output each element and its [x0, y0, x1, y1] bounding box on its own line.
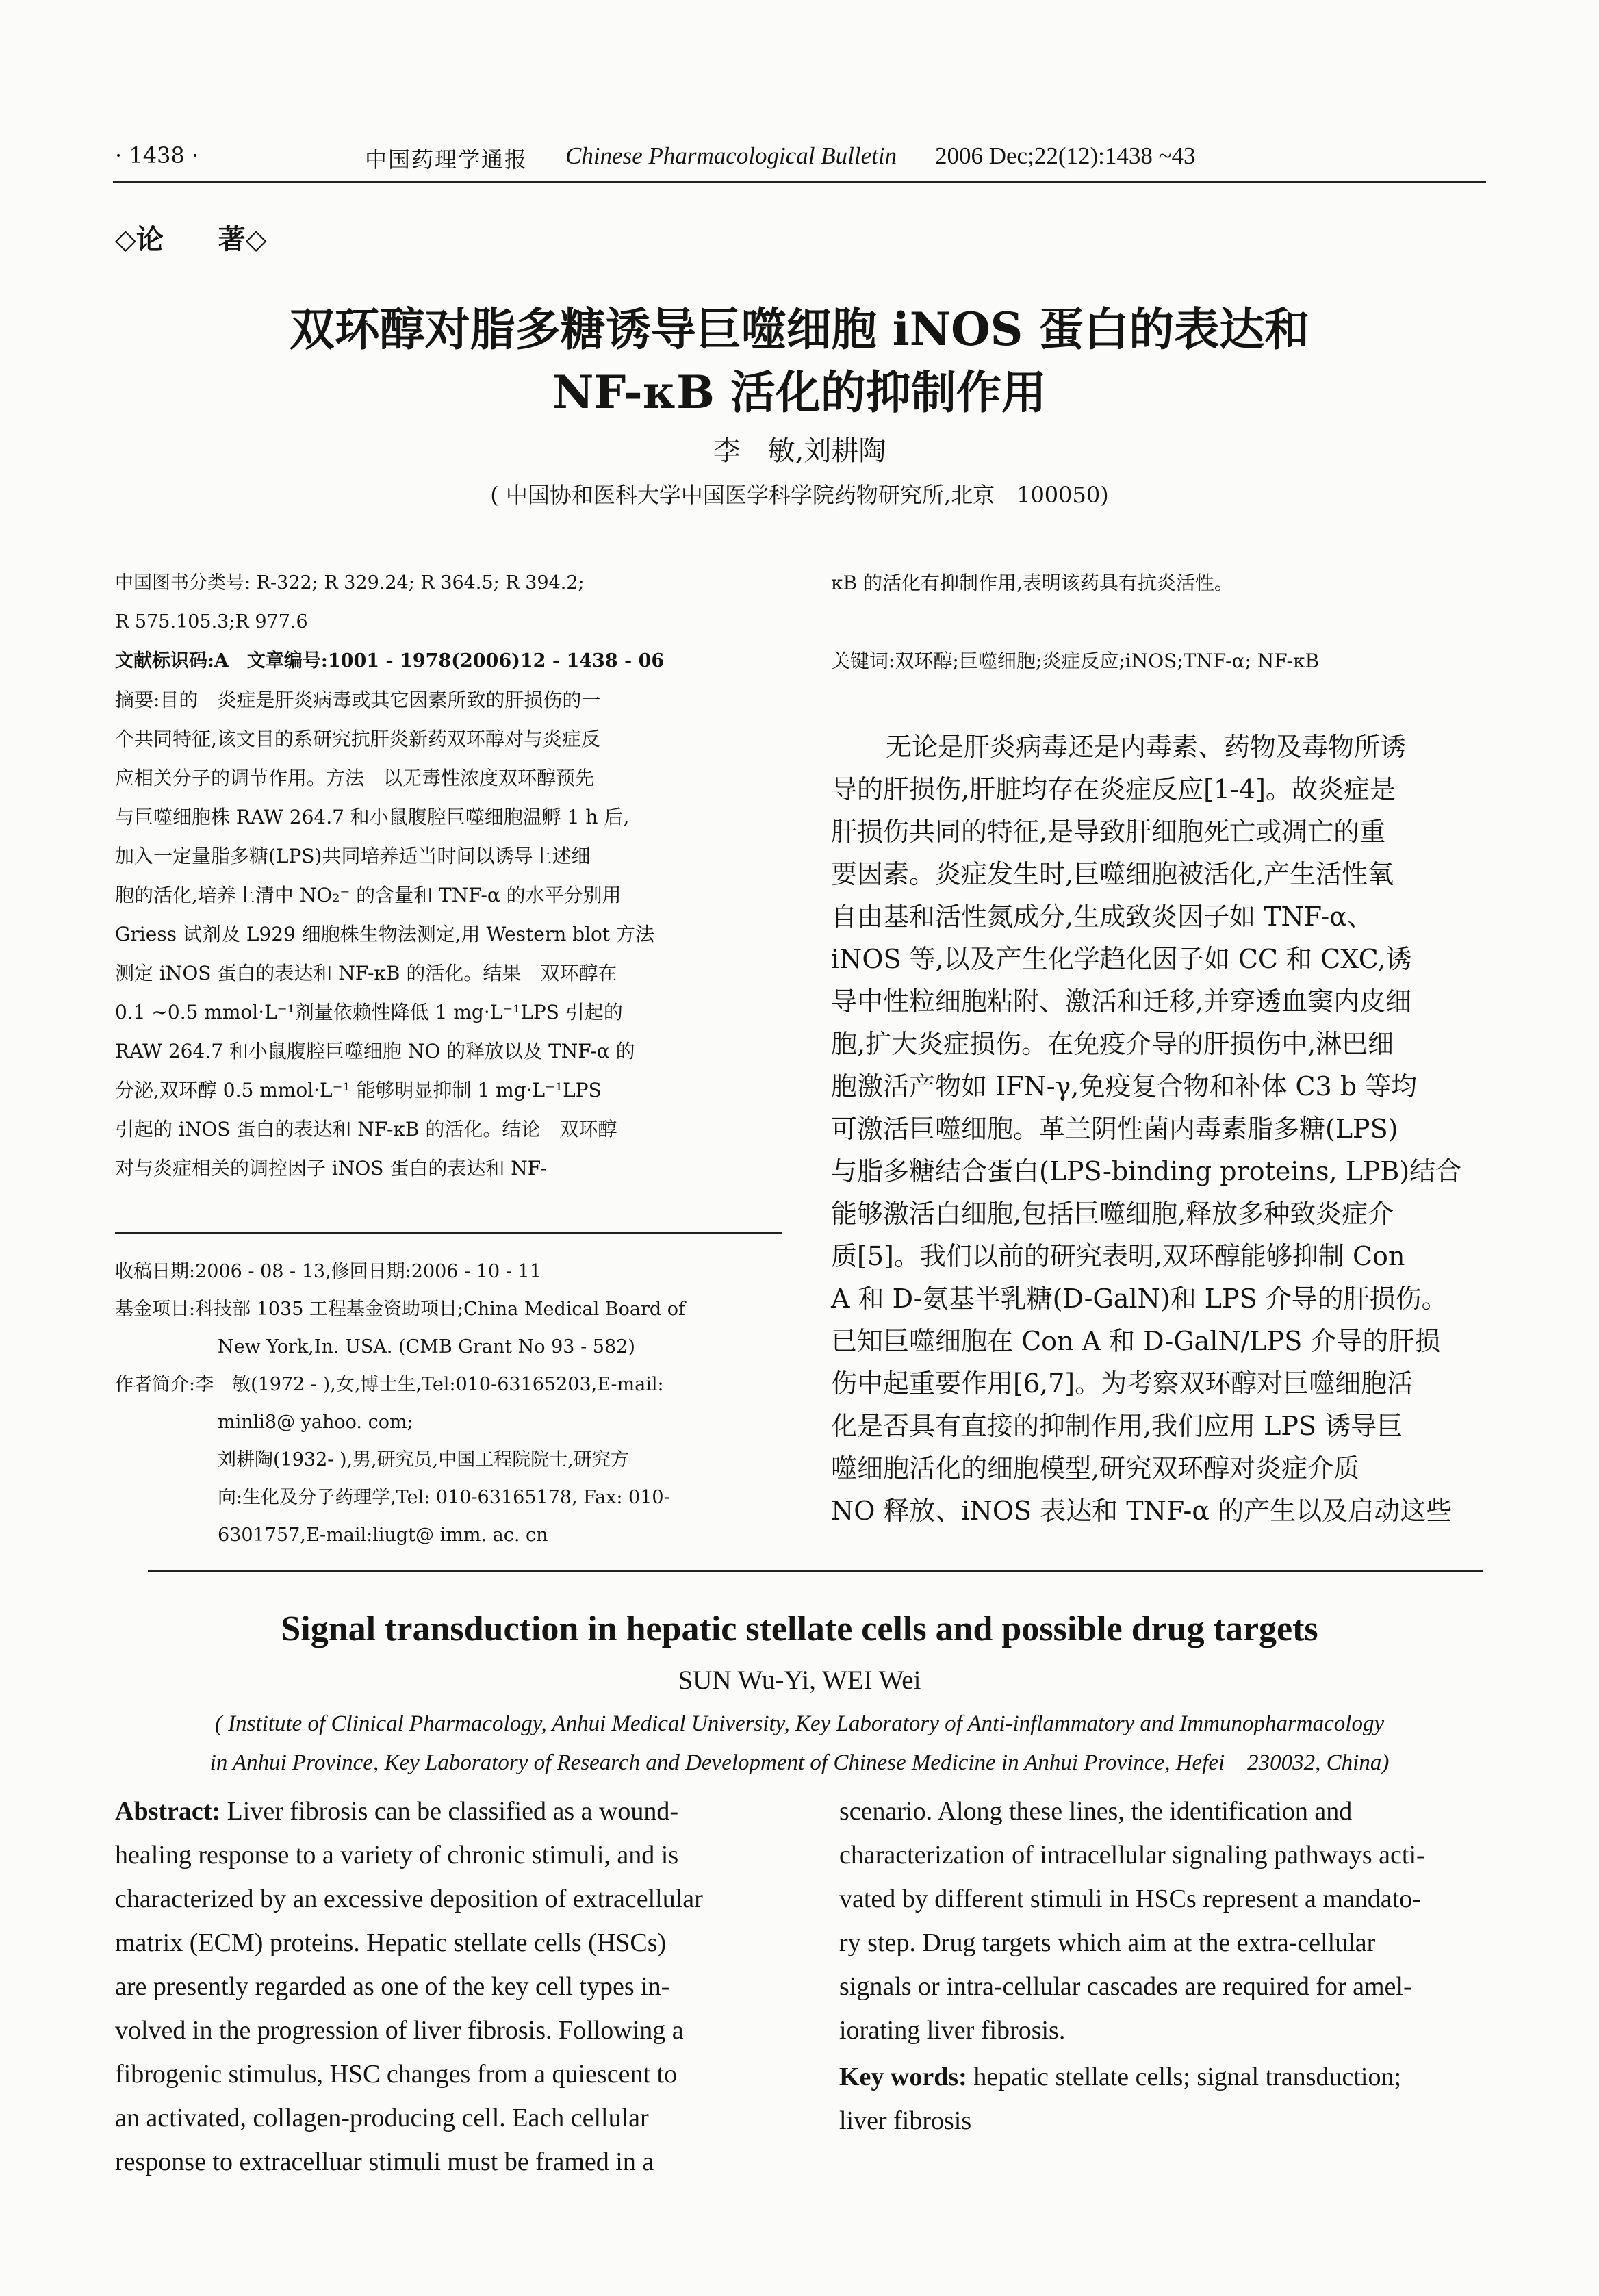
body-line: 能够激活白细胞,包括巨噬细胞,释放多种致炎症介 [831, 1199, 1394, 1229]
body-line: 要因素。炎症发生时,巨噬细胞被活化,产生活性氧 [831, 859, 1394, 889]
en-abstract-line: characterization of intracellular signaling pathways acti- [839, 1841, 1425, 1870]
abstract-cn-line: Griess 试剂及 L929 细胞株生物法测定,用 Western blot 方法 [115, 923, 655, 945]
abstract-label: Abstract: [115, 1797, 221, 1826]
en-abstract-line: iorating liver fibrosis. [839, 2016, 1066, 2045]
journal-name-cn: 中国药理学通报 [365, 146, 528, 173]
footnote-line: 基金项目:科技部 1035 工程基金资助项目;China Medical Board of [115, 1299, 686, 1320]
body-line: 已知巨噬细胞在 Con A 和 D-GalN/LPS 介导的肝损 [831, 1326, 1441, 1356]
footnote-line: New York,In. USA. (CMB Grant No 93 - 582) [218, 1336, 635, 1357]
body-line: 自由基和活性氮成分,生成致炎因子如 TNF-α、 [831, 902, 1373, 932]
body-line: 胞激活产物如 IFN-γ,免疫复合物和补体 C3 b 等均 [831, 1071, 1418, 1101]
body-line: 无论是肝炎病毒还是内毒素、药物及毒物所诱 [886, 732, 1407, 762]
meta-line: 中国图书分类号: R-322; R 329.24; R 364.5; R 394.2; [115, 572, 585, 594]
en-abstract-line: fibrogenic stimulus, HSC changes from a quiescent to [115, 2060, 678, 2089]
issue-info: 2006 Dec;22(12):1438 ~43 [935, 142, 1196, 169]
en-abstract-line: are presently regarded as one of the key cell types in- [115, 1972, 670, 2001]
abstract-cn [115, 680, 782, 1188]
section-label: ◇论 著◇ [115, 223, 267, 255]
body-line: NO 释放、iNOS 表达和 TNF-α 的产生以及启动这些 [831, 1496, 1453, 1526]
abstract-cn-line: 加入一定量脂多糖(LPS)共同培养适当时间以诱导上述细 [115, 845, 591, 867]
keywords-cn: 关键词:双环醇;巨噬细胞;炎症反应;iNOS;TNF-α; NF-κB [831, 650, 1320, 672]
footnote-line: 作者简介:李 敏(1972 - ),女,博士生,Tel:010-63165203,E-mail: [115, 1374, 664, 1395]
header-rule [113, 181, 1486, 183]
en-affiliation-line: in Anhui Province, Key Laboratory of Research and Development of Chinese Medicine in Anhui Province, Hefei 230032, China) [209, 1750, 1390, 1775]
en-abstract-line: scenario. Along these lines, the identification and [839, 1797, 1353, 1826]
keywords-value: hepatic stellate cells; signal transduction; [973, 2063, 1402, 2091]
footnote-line: 刘耕陶(1932- ),男,研究员,中国工程院院士,研究方 [218, 1449, 629, 1470]
footnote-line: minli8@ yahoo. com; [218, 1412, 413, 1433]
en-abstract-line: an activated, collagen-producing cell. Each cellular [115, 2104, 649, 2132]
abstract-cn-line: 0.1 ~0.5 mmol·L⁻¹剂量依赖性降低 1 mg·L⁻¹LPS 引起的 [115, 1001, 623, 1023]
journal-name-en: Chinese Pharmacological Bulletin [565, 142, 897, 169]
running-header [115, 142, 1511, 181]
abstract-cn-line: 摘要:目的 炎症是肝炎病毒或其它因素所致的肝损伤的一 [115, 689, 601, 711]
en-abstract-line: Abstract: Liver fibrosis can be classified as a wound- [115, 1797, 679, 1826]
footnote-rule [115, 1232, 782, 1234]
body-line: 噬细胞活化的细胞模型,研究双环醇对炎症介质 [831, 1453, 1360, 1483]
body-line: 肝损伤共同的特征,是导致肝细胞死亡或凋亡的重 [831, 817, 1386, 847]
en-abstract-line: matrix (ECM) proteins. Hepatic stellate cells (HSCs) [115, 1928, 667, 1957]
en-abstract-line: signals or intra-cellular cascades are required for amel- [839, 1972, 1412, 2001]
en-abstract-line: volved in the progression of liver fibrosis. Following a [115, 2016, 684, 2045]
body-text-cn [831, 726, 1498, 1532]
body-line: 与脂多糖结合蛋白(LPS-binding proteins, LPB)结合 [831, 1156, 1462, 1186]
body-line: 化是否具有直接的抑制作用,我们应用 LPS 诱导巨 [831, 1411, 1403, 1441]
en-paper-affiliation [0, 1705, 1599, 1783]
en-abstract-line: vated by different stimuli in HSCs represent a mandato- [839, 1885, 1421, 1913]
article-title [103, 298, 1496, 424]
affiliation-cn: ( 中国协和医科大学中国医学科学院药物研究所,北京 100050) [490, 482, 1109, 508]
en-keywords-line: liver fibrosis [839, 2106, 972, 2135]
keywords-label: Key words: [839, 2063, 967, 2091]
en-abstract-line: response to extracelluar stimuli must be framed in a [115, 2147, 654, 2176]
abstract-cn-line: 胞的活化,培养上清中 NO₂⁻ 的含量和 TNF-α 的水平分别用 [115, 884, 622, 906]
footnote-line: 6301757,E-mail:liugt@ imm. ac. cn [218, 1525, 548, 1546]
en-paper-title: Signal transduction in hepatic stellate cells and possible drug targets [281, 1609, 1318, 1648]
en-abstract-right [839, 1789, 1507, 2143]
meta-line: 文献标识码:A 文章编号:1001 - 1978(2006)12 - 1438 - 06 [115, 650, 665, 672]
body-line: A 和 D-氨基半乳糖(D-GalN)和 LPS 介导的肝损伤。 [831, 1284, 1448, 1314]
abstract-cn-line: 对与炎症相关的调控因子 iNOS 蛋白的表达和 NF- [115, 1157, 547, 1179]
abstract-cn-line: 分泌,双环醇 0.5 mmol·L⁻¹ 能够明显抑制 1 mg·L⁻¹LPS [115, 1079, 602, 1101]
body-line: 质[5]。我们以前的研究表明,双环醇能够抑制 Con [831, 1241, 1405, 1271]
meta-line: R 575.105.3;R 977.6 [115, 611, 308, 633]
authors-cn: 李 敏,刘耕陶 [713, 435, 886, 467]
abstract-cn-line: 应相关分子的调节作用。方法 以无毒性浓度双环醇预先 [115, 767, 595, 789]
classification-meta [115, 563, 782, 680]
en-paper-authors: SUN Wu-Yi, WEI Wei [678, 1666, 921, 1695]
abstract-cn-line: 个共同特征,该文目的系研究抗肝炎新药双环醇对与炎症反 [115, 728, 600, 750]
page-number: · 1438 · [115, 142, 199, 168]
body-line: 胞,扩大炎症损伤。在免疫介导的肝损伤中,淋巴细 [831, 1029, 1394, 1059]
body-line: iNOS 等,以及产生化学趋化因子如 CC 和 CXC,诱 [831, 944, 1412, 974]
abstract-cn-line: 引起的 iNOS 蛋白的表达和 NF-κB 的活化。结论 双环醇 [115, 1118, 617, 1140]
footnote-line: 收稿日期:2006 - 08 - 13,修回日期:2006 - 10 - 11 [115, 1261, 541, 1282]
section-divider [148, 1570, 1483, 1572]
en-abstract-line: ry step. Drug targets which aim at the extra-cellular [839, 1928, 1376, 1957]
en-abstract-left [115, 1789, 782, 2184]
en-abstract-line: characterized by an excessive deposition of extracellular [115, 1885, 703, 1913]
body-line: 导中性粒细胞粘附、激活和迁移,并穿透血窦内皮细 [831, 986, 1412, 1017]
abstract-cn-line: 测定 iNOS 蛋白的表达和 NF-κB 的活化。结果 双环醇在 [115, 962, 617, 984]
footnotes [115, 1253, 782, 1554]
en-keywords-line [839, 2055, 1507, 2099]
article-title-line: 双环醇对脂多糖诱导巨噬细胞 iNOS 蛋白的表达和 [289, 303, 1310, 356]
en-abstract-line: healing response to a variety of chronic stimuli, and is [115, 1841, 679, 1870]
article-title-line: NF-κB 活化的抑制作用 [552, 366, 1047, 419]
abstract-cn-continuation: κB 的活化有抑制作用,表明该药具有抗炎活性。 [831, 572, 1233, 594]
footnote-line: 向:生化及分子药理学,Tel: 010-63165178, Fax: 010- [218, 1487, 670, 1508]
body-line: 伤中起重要作用[6,7]。为考察双环醇对巨噬细胞活 [831, 1368, 1413, 1399]
en-affiliation-line: ( Institute of Clinical Pharmacology, Anhui Medical University, Key Laboratory of Anti-inflammatory and Immunopharmacology [214, 1711, 1385, 1736]
abstract-cn-line: RAW 264.7 和小鼠腹腔巨噬细胞 NO 的释放以及 TNF-α 的 [115, 1040, 635, 1062]
abstract-cn-line: 与巨噬细胞株 RAW 264.7 和小鼠腹腔巨噬细胞温孵 1 h 后, [115, 806, 630, 828]
body-line: 导的肝损伤,肝脏均存在炎症反应[1-4]。故炎症是 [831, 774, 1396, 804]
body-line: 可激活巨噬细胞。革兰阴性菌内毒素脂多糖(LPS) [831, 1114, 1398, 1144]
